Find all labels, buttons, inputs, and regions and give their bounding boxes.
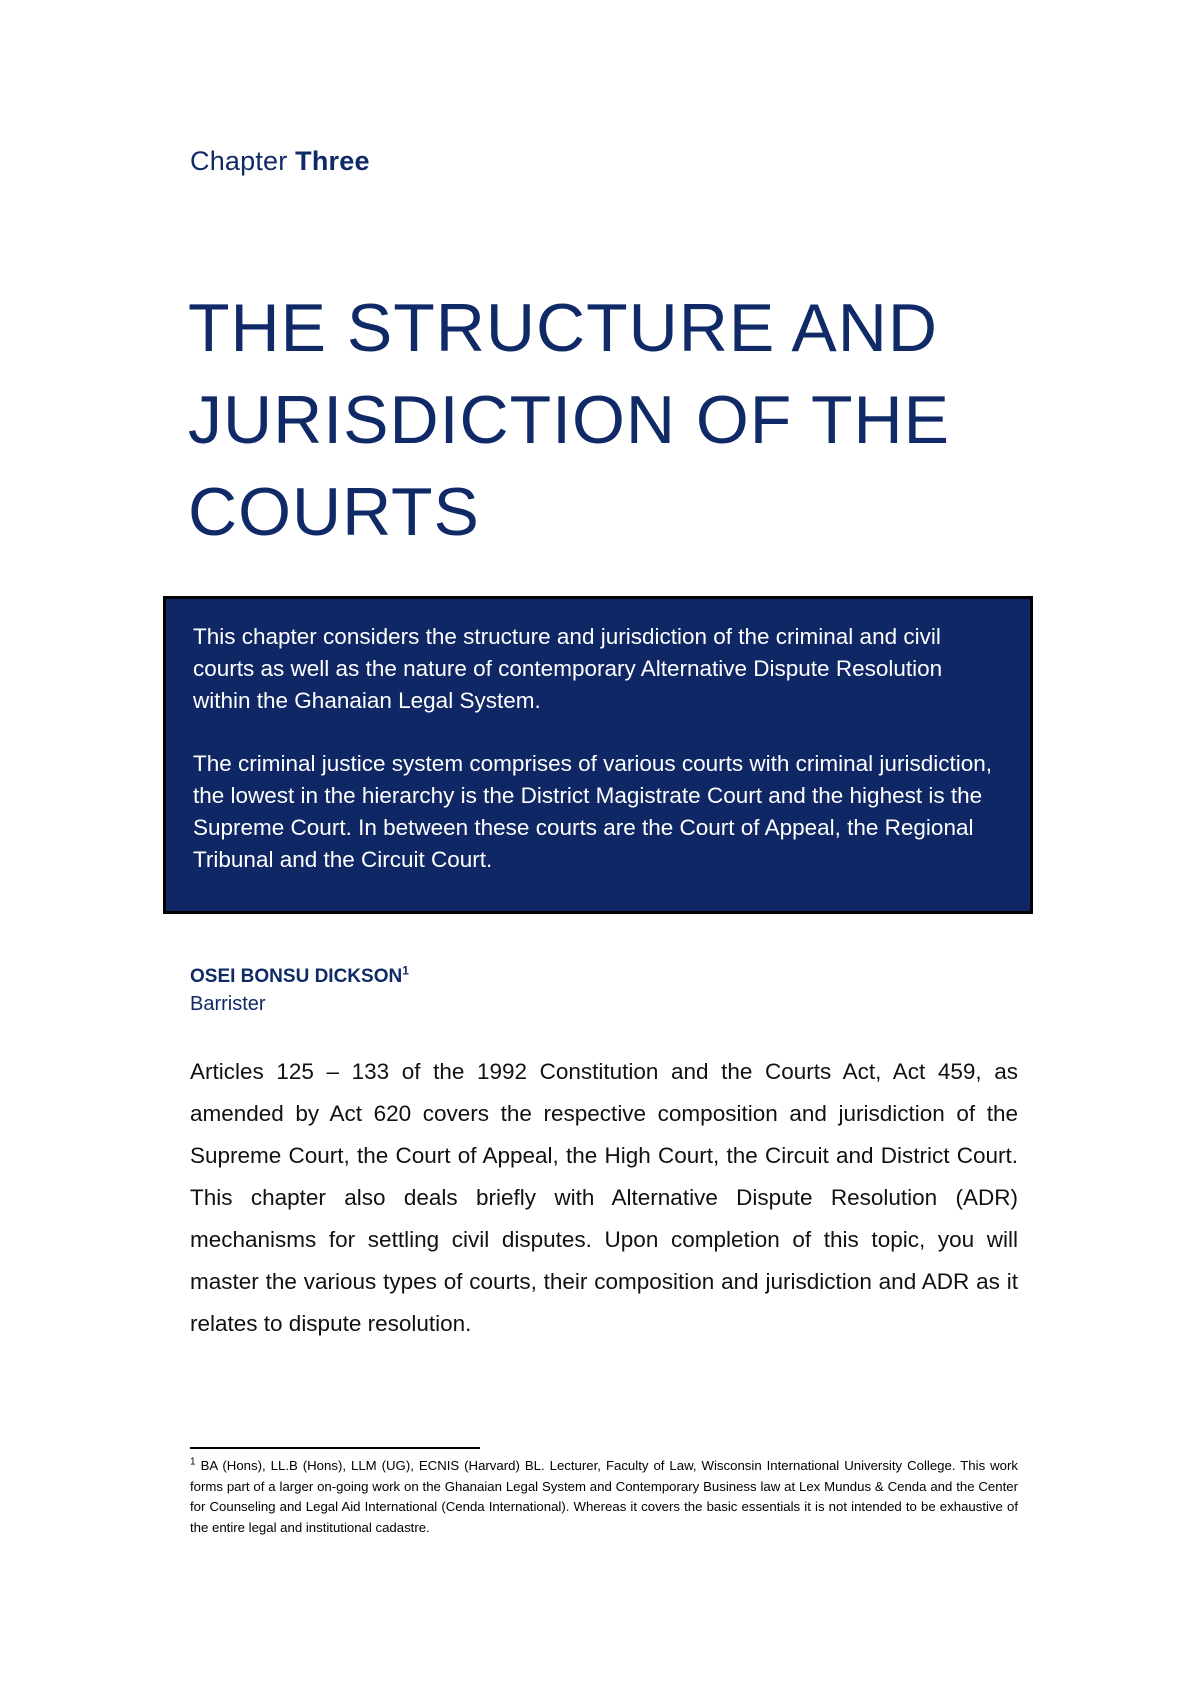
chapter-title-line-2: JURISDICTION OF THE <box>188 382 950 458</box>
footnote <box>190 1456 1018 1538</box>
author-name-text: OSEI BONSU DICKSON <box>190 966 403 987</box>
chapter-title-line-3: COURTS <box>188 474 480 550</box>
author-role: Barrister <box>190 993 266 1015</box>
footnote-marker: 1 <box>190 1456 196 1468</box>
author-name <box>190 963 409 988</box>
chapter-title-line-1: THE STRUCTURE AND <box>188 290 938 366</box>
footnote-divider <box>190 1447 480 1449</box>
chapter-label <box>190 146 370 177</box>
chapter-number: Three <box>295 146 370 176</box>
body-paragraph: Articles 125 – 133 of the 1992 Constitution and the Courts Act, Act 459, as amended by Act 620 covers the respective composition and jurisdiction of the Supreme Court, the Court of Appeal, the High Court, the Circuit and District Court. This chapter also deals briefly with Alternative Dispute Resolution (ADR) mechanisms for settling civil disputes. Upon completion of this topic, you will master the various types of courts, their composition and jurisdiction and ADR as it relates to dispute resolution. <box>190 1059 1018 1336</box>
summary-paragraph-2: The criminal justice system comprises of various courts with criminal jurisdiction, the lowest in the hierarchy is the District Magistrate Court and the highest is the Supreme Court. In between these courts are the Court of Appeal, the Regional Tribunal and the Circuit Court. <box>193 751 992 872</box>
summary-paragraph-1: This chapter considers the structure and jurisdiction of the criminal and civil courts as well as the nature of contemporary Alternative Dispute Resolution within the Ghanaian Legal System. <box>193 624 943 713</box>
chapter-title <box>188 282 1068 558</box>
footnote-text: BA (Hons), LL.B (Hons), LLM (UG), ECNIS (Harvard) BL. Lecturer, Faculty of Law, Wisconsin International University College. This work forms part of a larger on-going work on the Ghanaian Legal System and Contemporary Business law at Lex Mundus & Cenda and the Center for Counseling and Legal Aid International (Cenda International). Whereas it covers the basic essentials it is not intended to be exhaustive of the entire legal and institutional cadastre. <box>190 1458 1018 1535</box>
chapter-summary-box <box>163 596 1033 914</box>
chapter-word: Chapter <box>190 146 288 176</box>
author-footnote-marker[interactable]: 1 <box>402 963 409 978</box>
